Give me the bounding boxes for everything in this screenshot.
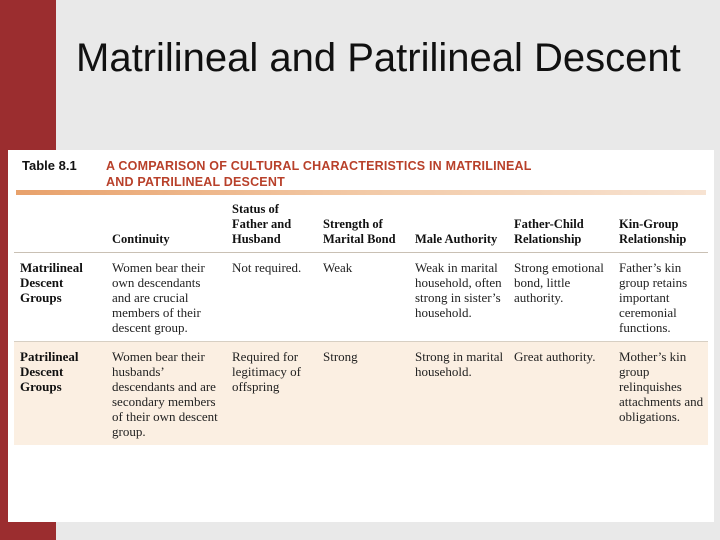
- cell-continuity: Women bear their own descendants and are crucial members of their descent group.: [106, 253, 226, 342]
- table-row: [14, 253, 708, 342]
- header-blank: [14, 202, 106, 253]
- cell-male-authority: Strong in marital household.: [409, 342, 508, 446]
- table-number: Table 8.1: [22, 158, 77, 173]
- header-father-child: Father-Child Relationship: [508, 202, 613, 253]
- table-figure: [8, 150, 714, 522]
- table-caption-text: [106, 158, 626, 190]
- cell-kin-group: Father’s kin group retains important ceremonial functions.: [613, 253, 708, 342]
- caption-line-1: A COMPARISON OF CULTURAL CHARACTERISTICS IN MATRILINEAL: [106, 159, 532, 173]
- cell-father-child: Strong emotional bond, little authority.: [508, 253, 613, 342]
- cell-status: Not required.: [226, 253, 317, 342]
- cell-continuity: Women bear their husbands’ descendants and are secondary members of their own descent group.: [106, 342, 226, 446]
- table-row: [14, 342, 708, 446]
- cell-status: Required for legitimacy of offspring: [226, 342, 317, 446]
- cell-marital-bond: Strong: [317, 342, 409, 446]
- cell-father-child: Great authority.: [508, 342, 613, 446]
- header-continuity: Continuity: [106, 202, 226, 253]
- header-status-father-husband: Status of Father and Husband: [226, 202, 317, 253]
- row-label: Patrilineal Descent Groups: [14, 342, 106, 446]
- comparison-table: [14, 202, 708, 445]
- caption-rule: [16, 190, 706, 195]
- header-kin-group: Kin-Group Relationship: [613, 202, 708, 253]
- cell-male-authority: Weak in marital household, often strong in sister’s household.: [409, 253, 508, 342]
- slide-title: Matrilineal and Patrilineal Descent: [76, 36, 681, 80]
- cell-kin-group: Mother’s kin group relinquishes attachments and obligations.: [613, 342, 708, 446]
- row-label: Matrilineal Descent Groups: [14, 253, 106, 342]
- header-male-authority: Male Authority: [409, 202, 508, 253]
- cell-marital-bond: Weak: [317, 253, 409, 342]
- table-caption: [22, 158, 702, 192]
- header-marital-bond: Strength of Marital Bond: [317, 202, 409, 253]
- table-header-row: [14, 202, 708, 253]
- caption-line-2: AND PATRILINEAL DESCENT: [106, 175, 285, 189]
